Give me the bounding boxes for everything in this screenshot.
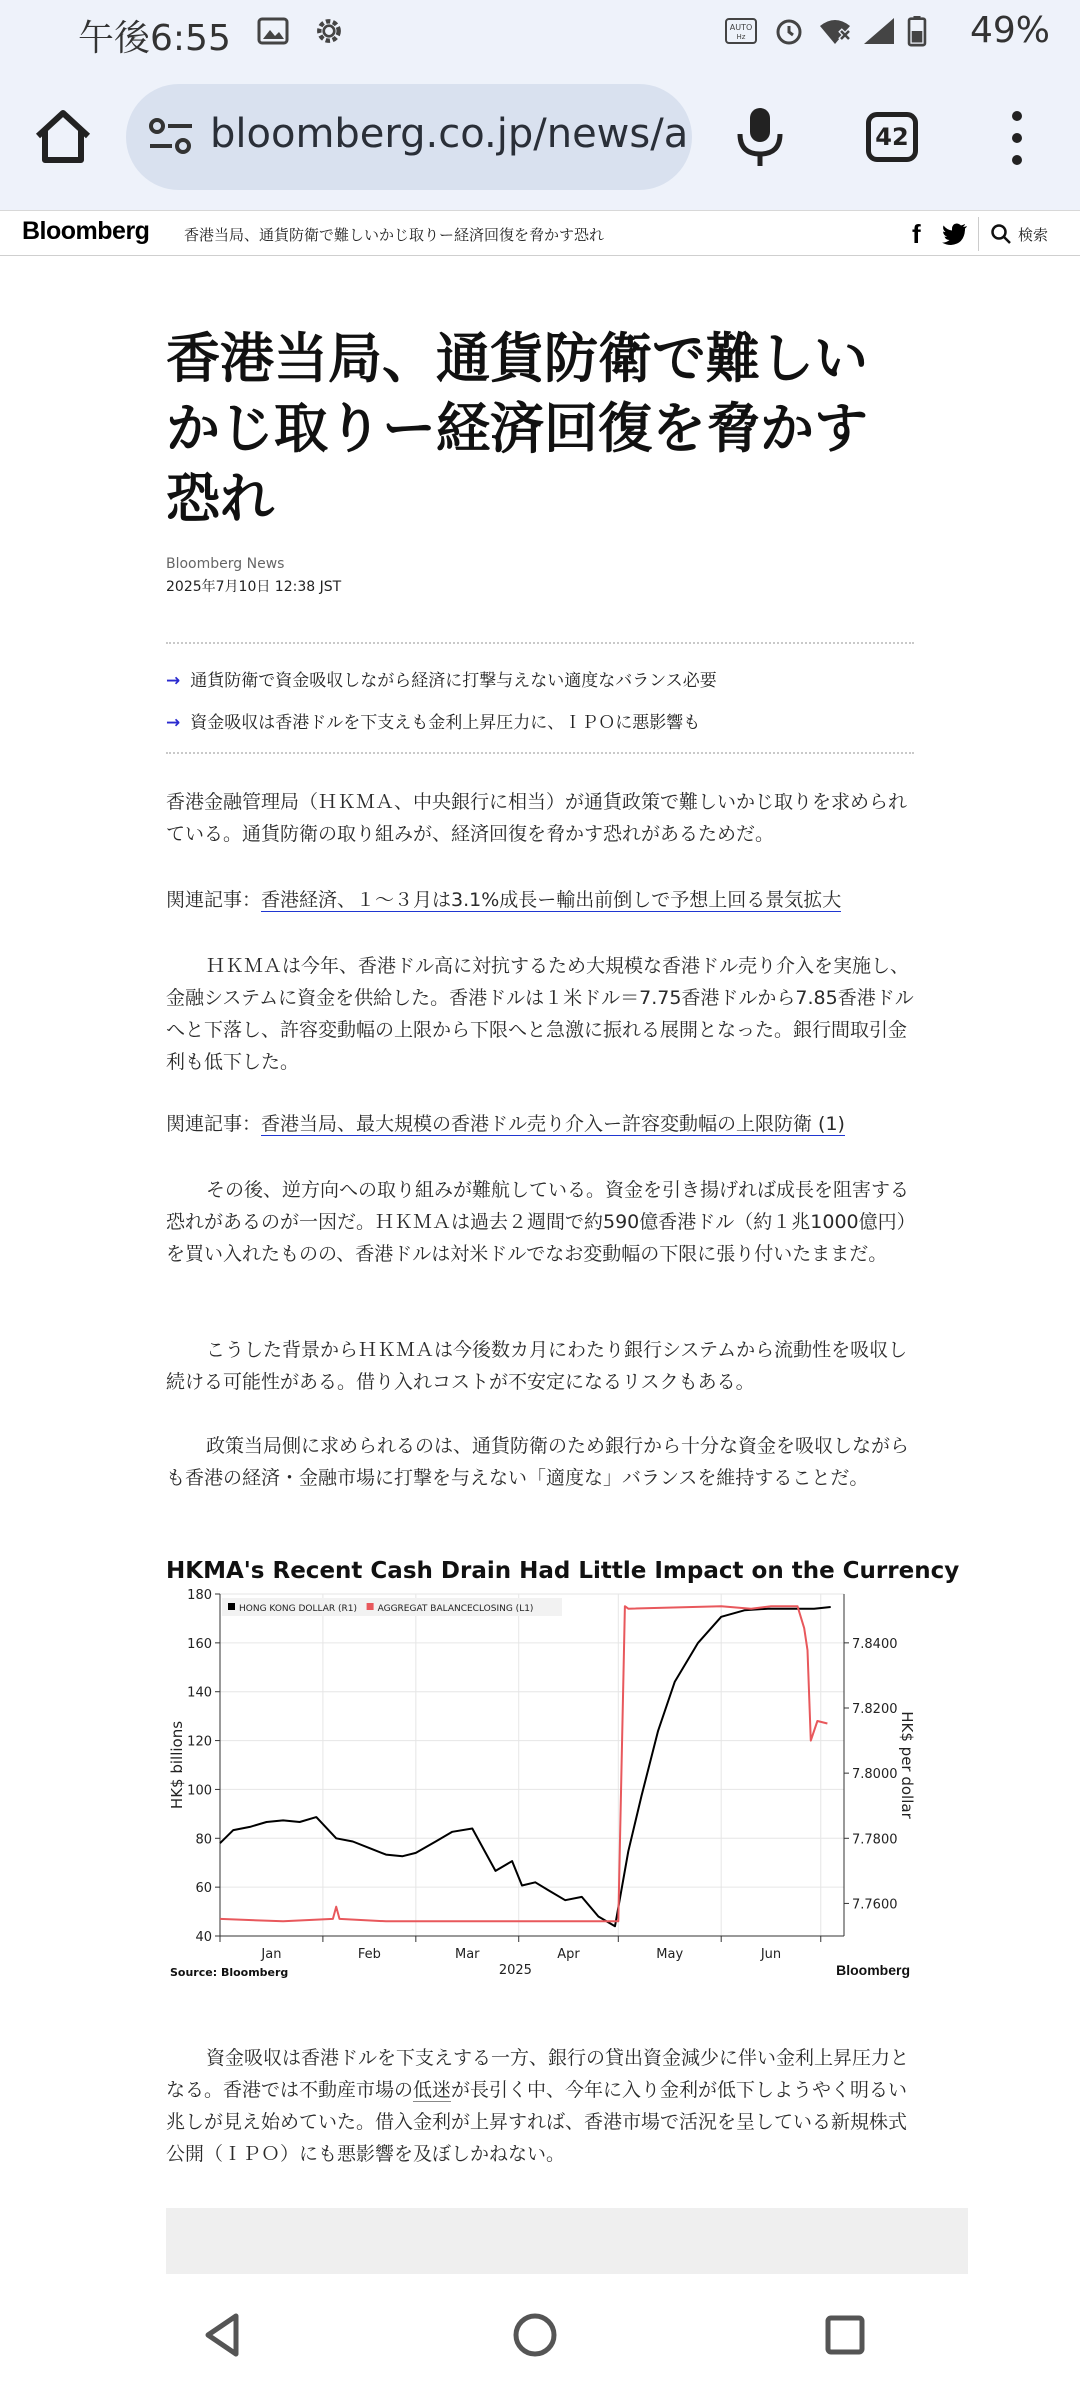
gallery-icon [256,16,290,46]
x-year-label: 2025 [498,1963,532,1978]
paragraph-text: が長引く中、今年に入り金利が低下しようやく明るい兆しが見え始めていた。借入金利が上昇すれば、香港市場で活況を呈している新規株式公開（ＩＰＯ）にも悪影響を及ぼしかねない。 [166,2079,908,2165]
article-author[interactable]: Bloomberg News [166,556,285,572]
summary-bullet [166,666,717,691]
left-tick-label: 60 [195,1881,212,1897]
search-button[interactable]: 検索 [1018,226,1049,244]
facebook-share-icon[interactable]: f [912,219,921,249]
legend-label: HONG KONG DOLLAR (R1) [239,1604,358,1614]
left-tick-label: 40 [195,1930,212,1945]
battery-percent: 49% [969,10,1050,51]
tabs-icon[interactable]: 42 [866,112,918,162]
chart-brand: Bloomberg [836,1962,910,1978]
right-tick-label: 7.8000 [852,1767,898,1783]
related-article [166,1108,914,1140]
battery-icon [906,16,928,46]
right-tick-label: 7.7600 [852,1897,898,1913]
summary-bullet-text: 資金吸収は香港ドルを下支えも金利上昇圧力に、ＩＰＯに悪影響も [190,713,701,733]
chart [166,1556,960,1986]
paragraph-link[interactable]: 低迷 [413,2079,452,2101]
mic-icon[interactable] [732,104,788,170]
left-tick-label: 120 [187,1734,212,1750]
paragraph-text: 資金吸収は香港ドルを下支えする一方、銀行の貸出資金減少に伴い金利上昇圧力となる。香港では不動産市場の [166,2047,910,2101]
x-tick-label: May [656,1947,684,1962]
chart-source: Source: Bloomberg [170,1966,289,1979]
home-icon[interactable] [30,104,96,170]
article-paragraph: 香港金融管理局（ＨＫＭＡ、中央銀行に相当）が通貨政策で難しいかじ取りを求められている。通貨防衛の取り組みが、経済回復を脅かす恐れがあるためだ。 [166,791,908,845]
signal-icon [862,16,896,46]
header-article-title: 香港当局、通貨防衛で難しいかじ取りー経済回復を脅かす恐れ [184,226,605,244]
x-tick-label: Feb [357,1947,381,1962]
related-prefix: 関連記事： [166,1113,262,1135]
article-date: 2025年7月10日 12:38 JST [166,579,342,595]
article-paragraph [166,1174,914,1270]
related-article-link[interactable]: 香港当局、最大規模の香港ドル売り介入ー許容変動幅の上限防衛 (1) [261,1113,845,1135]
summary-bullet-text: 通貨防衛で資金吸収しながら経済に打撃与えない適度なバランス必要 [190,671,717,691]
x-tick-label: Jan [261,1947,282,1962]
left-tick-label: 140 [187,1685,212,1701]
series-line-hkd [220,1607,831,1926]
svg-text:Hz: Hz [736,33,746,41]
legend-swatch [228,1603,235,1610]
status-time: 午後6:55 [78,18,231,59]
system-nav-bar [0,2274,1080,2400]
chart-svg [166,1556,914,1986]
article-paragraph [166,950,914,1078]
right-tick-label: 7.7800 [852,1832,898,1848]
paragraph-text: ＨＫＭＡは今年、香港ドル高に対抗するため大規模な香港ドル売り介入を実施し、金融システムに資金を供給した。香港ドルは１米ドル＝7.75香港ドルから7.85香港ドルへと下落し、許容変動幅の上限から下限へと急激に振れる展開となった。銀行間取引金利も低下した。 [166,955,914,1073]
article-summary [166,642,914,754]
left-tick-label: 100 [187,1783,212,1799]
wifi-off-icon [818,16,852,46]
legend-swatch [367,1603,374,1610]
left-tick-label: 180 [187,1588,212,1603]
related-article [166,884,914,916]
x-tick-label: Jun [760,1947,782,1962]
arrow-right-icon: → [166,671,181,691]
left-axis-label: HK$ billions [168,1720,186,1810]
twitter-share-icon[interactable] [942,223,968,245]
recents-icon[interactable] [818,2308,872,2362]
left-tick-label: 160 [187,1636,212,1652]
chart-title: HKMA's Recent Cash Drain Had Little Impact on the Currency [166,1558,960,1584]
arrow-right-icon: → [166,713,181,733]
alarm-icon [772,16,806,46]
right-axis-label: HK$ per dollar [898,1711,916,1819]
related-article-link[interactable]: 香港経済、１～３月は3.1%成長ー輸出前倒しで予想上回る景気拡大 [261,889,842,911]
article-paragraph [166,1334,914,1398]
bloomberg-logo[interactable]: Bloomberg [22,217,150,245]
search-icon[interactable] [990,223,1012,245]
header-divider [978,217,979,251]
paragraph-text: その後、逆方向への取り組みが難航している。資金を引き揚げれば成長を阻害する恐れがあるのが一因だ。ＨＫＭＡは過去２週間で約590億香港ドル（約１兆1000億円）を買い入れたものの、香港ドルは対米ドルでなお変動幅の下限に張り付いたままだ。 [166,1179,910,1265]
legend-label: AGGREGAT BALANCECLOSING (L1) [377,1604,534,1614]
svg-text:AUTO: AUTO [729,23,753,32]
right-tick-label: 7.8400 [852,1636,898,1652]
browser-toolbar [0,64,1080,210]
article-paragraph [166,1430,914,1494]
url-bar[interactable] [126,84,692,190]
left-tick-label: 80 [195,1832,212,1848]
right-tick-label: 7.8200 [852,1702,898,1717]
article-paragraph [166,2042,914,2170]
summary-bullet [166,708,700,733]
site-settings-icon[interactable] [148,116,194,158]
site-header [0,210,1080,256]
paragraph-text: こうした背景からＨＫＭＡは今後数カ月にわたり銀行システムから流動性を吸収し続ける可能性がある。借り入れコストが不安定になるリスクもある。 [166,1339,908,1393]
url-text: bloomberg.co.jp/news/a [210,111,689,157]
more-menu-icon[interactable] [1000,108,1034,168]
paragraph-text: 政策当局側に求められるのは、通貨防衛のため銀行から十分な資金を吸収しながらも香港の経済・金融市場に打撃を与えない「適度な」バランスを維持することだ。 [166,1435,910,1489]
status-bar [0,0,1080,64]
ad-placeholder [166,2208,968,2274]
back-icon[interactable] [196,2308,250,2362]
series-line-aggregate-balance [220,1606,827,1921]
related-prefix: 関連記事： [166,889,262,911]
home-circle-icon[interactable] [508,2308,562,2362]
auto-hz-icon [724,16,758,46]
x-tick-label: Mar [455,1947,480,1962]
article-headline: 香港当局、通貨防衛で難しいかじ取りー経済回復を脅かす恐れ [166,327,868,530]
settings-gear-icon [312,16,346,46]
x-tick-label: Apr [557,1947,580,1962]
